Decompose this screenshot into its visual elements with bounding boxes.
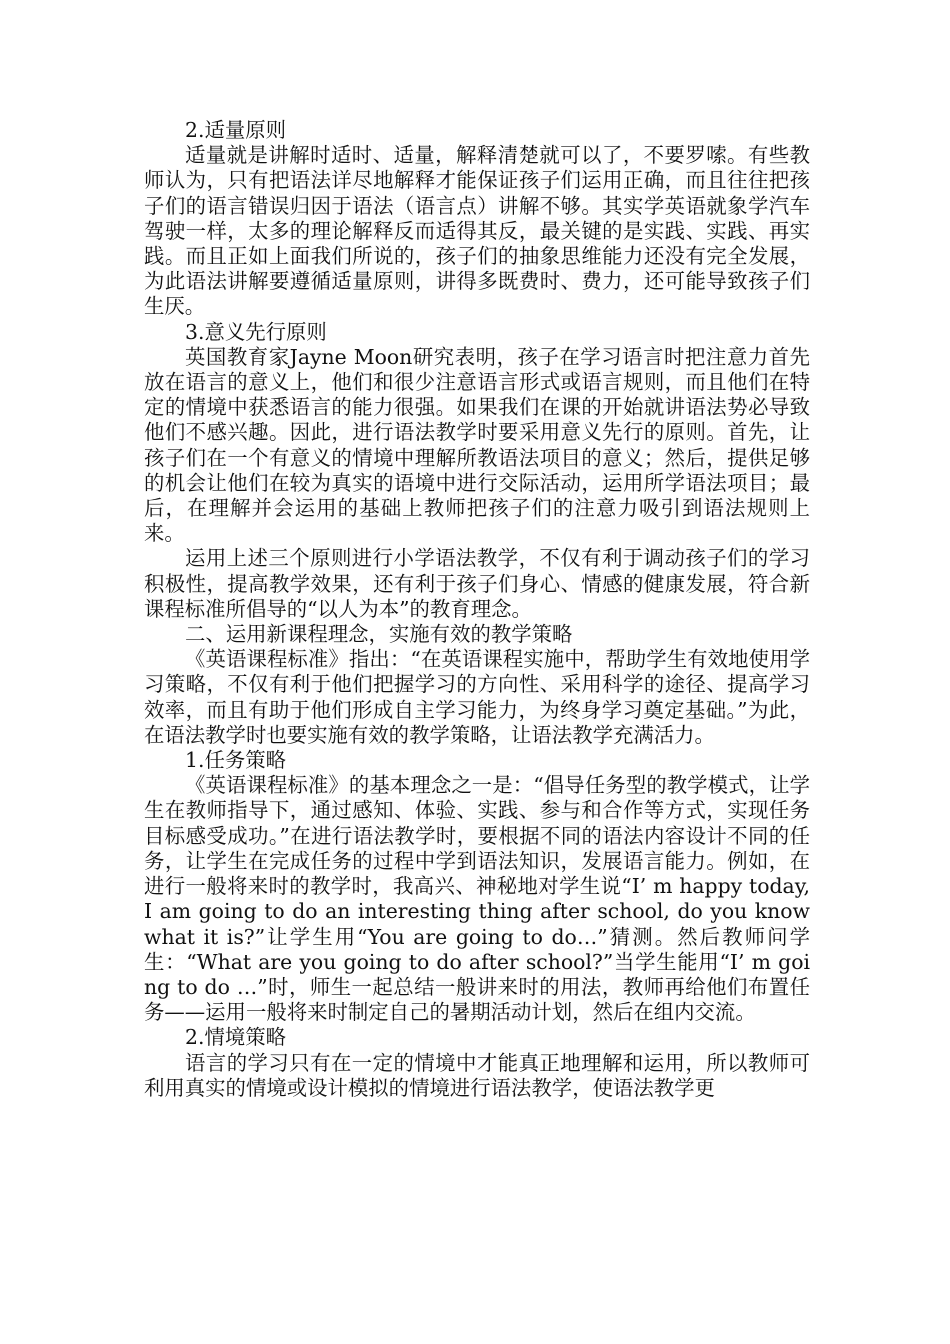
document-page	[144, 118, 810, 1101]
body-paragraph: 《英语课程标准》指出：“在英语课程实施中，帮助学生有效地使用学习策略，不仅有利于他们把握学习的方向性、采用科学的途径、提高学习效率，而且有助于他们形成自主学习能力，为终身学习奠定基础。”为此，在语法教学时也要实施有效的教学策略，让语法教学充满活力。	[144, 647, 810, 747]
section-heading-situation-strategy: 2.情境策略	[185, 1025, 287, 1050]
chapter-heading-teaching-strategies: 二、运用新课程理念，实施有效的教学策略	[185, 622, 573, 647]
body-paragraph: 《英语课程标准》的基本理念之一是：“倡导任务型的教学模式，让学生在教师指导下，通过感知、体验、实践、参与和合作等方式，实现任务目标感受成功。”在进行语法教学时，要根据不同的语法内容设计不同的任务，让学生在完成任务的过程中学到语法知识，发展语言能力。例如，在进行一般将来时的教学时，我高兴、神秘地对学生说“I’ m happy today, I am going to do an interesting thing after school, do you know what it is?”让学生用“You are going to do…”猜测。然后教师问学生：“What are you going to do after school?”当学生能用“I’ m going to do …”时，师生一起总结一般讲来时的用法，教师再给他们布置任务——运用一般将来时制定自己的暑期活动计划，然后在组内交流。	[144, 773, 810, 1025]
body-paragraph: 适量就是讲解时适时、适量，解释清楚就可以了，不要罗嗦。有些教师认为，只有把语法详尽地解释才能保证孩子们运用正确，而且往往把孩子们的语言错误归因于语法（语言点）讲解不够。其实学英语就象学汽车驾驶一样，太多的理论解释反而适得其反，最关键的是实践、实践、再实践。而且正如上面我们所说的，孩子们的抽象思维能力还没有完全发展，为此语法讲解要遵循适量原则，讲得多既费时、费力，还可能导致孩子们生厌。	[144, 143, 810, 319]
body-paragraph: 运用上述三个原则进行小学语法教学，不仅有利于调动孩子们的学习积极性，提高教学效果，还有利于孩子们身心、情感的健康发展，符合新课程标准所倡导的“以人为本”的教育理念。	[144, 546, 810, 621]
section-heading-task-strategy: 1.任务策略	[185, 748, 287, 773]
body-paragraph: 英国教育家Jayne Moon研究表明，孩子在学习语言时把注意力首先放在语言的意义上，他们和很少注意语言形式或语言规则，而且他们在特定的情境中获悉语言的能力很强。如果我们在课的开始就讲语法势必导致他们不感兴趣。因此，进行语法教学时要采用意义先行的原则。首先，让孩子们在一个有意义的情境中理解所教语法项目的意义；然后，提供足够的机会让他们在较为真实的语境中进行交际活动，运用所学语法项目；最后，在理解并会运用的基础上教师把孩子们的注意力吸引到语法规则上来。	[144, 344, 810, 546]
body-paragraph: 语言的学习只有在一定的情境中才能真正地理解和运用，所以教师可利用真实的情境或设计模拟的情境进行语法教学，使语法教学更	[144, 1050, 810, 1100]
section-heading-moderation-principle: 2.适量原则	[185, 118, 287, 142]
section-heading-meaning-first-principle: 3.意义先行原则	[185, 319, 327, 344]
